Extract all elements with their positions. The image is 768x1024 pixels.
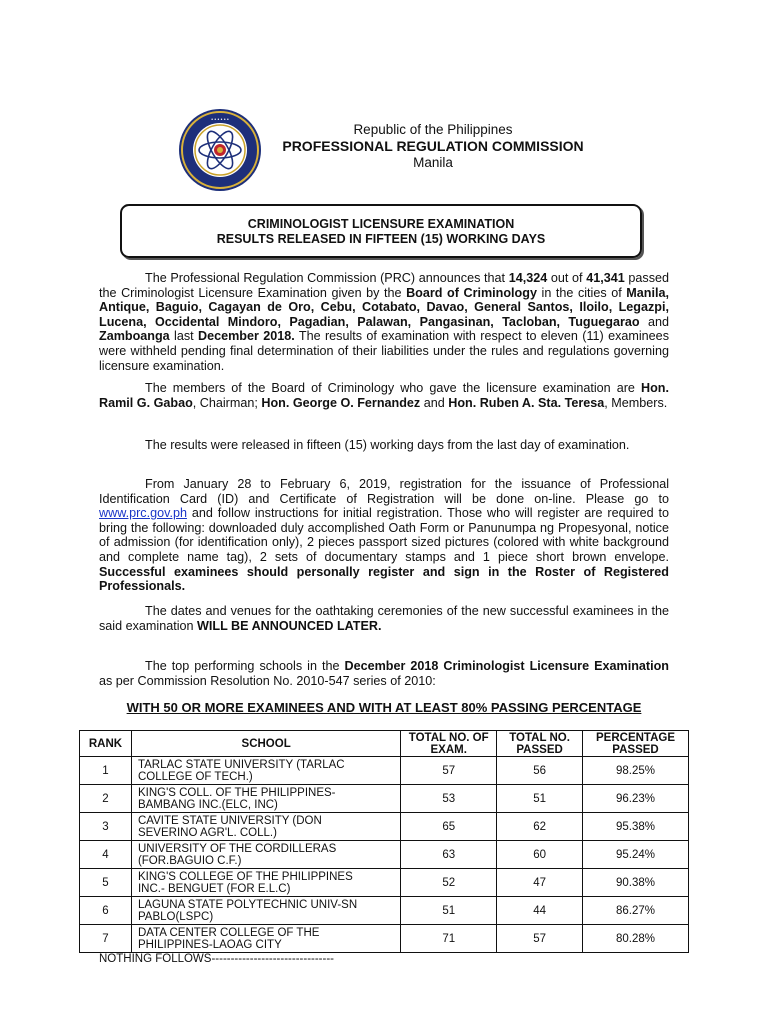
table-row: 4 UNIVERSITY OF THE CORDILLERAS (FOR.BAGUIO C.F.) 63 60 95.24%	[80, 841, 689, 869]
paragraph-top-schools: The top performing schools in the December 2018 Criminologist Licensure Examination as per Commission Resolution No. 2010-547 series of 2010:	[99, 659, 669, 688]
city-label: Manila	[413, 155, 453, 170]
header-percentage: PERCENTAGE PASSED	[583, 731, 689, 757]
title-line-1: CRIMINOLOGIST LICENSURE EXAMINATION	[247, 217, 515, 231]
passed-count: 14,324	[508, 271, 548, 285]
member-name: Hon. Ruben A. Sta. Teresa	[448, 395, 605, 410]
table-row: 7 DATA CENTER COLLEGE OF THE PHILIPPINES-LAOAG CITY 71 57 80.28%	[80, 925, 689, 953]
header-total-exam: TOTAL NO. OF EXAM.	[401, 731, 497, 757]
letterhead	[262, 122, 604, 171]
total-count: 41,341	[586, 271, 625, 285]
table-row: 6 LAGUNA STATE POLYTECHNIC UNIV-SN PABLO(LSPC) 51 44 86.27%	[80, 897, 689, 925]
nothing-follows-note: NOTHING FOLLOWS--------------------------------	[99, 953, 334, 965]
header-school: SCHOOL	[131, 731, 400, 757]
table-header-row	[80, 731, 689, 757]
board-name: Board of Criminology	[406, 285, 537, 300]
prc-website-link[interactable]: www.prc.gov.ph	[99, 506, 187, 521]
paragraph-oathtaking: The dates and venues for the oathtaking ceremonies of the new successful examinees in the said examination WILL BE ANNOUNCED LATER.	[99, 604, 669, 633]
member-name: Hon. George O. Fernandez	[261, 395, 421, 410]
paragraph-registration: From January 28 to February 6, 2019, registration for the issuance of Professional Identification Card (ID) and Certificate of Registration will be done on-line. Please go to www.prc.gov.ph and follow instructions for initial registration. Those who will register are required to bring the following: downloaded duly accomplished Oath Form or Panunumpa ng Propesyonal, notice of admission (for identification only), 2 pieces passport sized pictures (colored with white background and complete name tag), 2 sets of documentary stamps and 1 piece short brown envelope. Successful examinees should personally register and sign in the Roster of Registered Professionals.	[99, 477, 669, 594]
title-box	[120, 204, 642, 258]
exam-date: December 2018.	[198, 329, 295, 344]
paragraph-release: The results were released in fifteen (15) working days from the last day of examination.	[145, 438, 630, 452]
table-row: 5 KING'S COLLEGE OF THE PHILIPPINES INC.- BENGUET (FOR E.L.C) 52 47 90.38%	[80, 869, 689, 897]
section-heading: WITH 50 OR MORE EXAMINEES AND WITH AT LEAST 80% PASSING PERCENTAGE	[126, 700, 642, 715]
table-row: 3 CAVITE STATE UNIVERSITY (DON SEVERINO AGR'L. COLL.) 65 62 95.38%	[80, 813, 689, 841]
table-row: 1 TARLAC STATE UNIVERSITY (TARLAC COLLEGE OF TECH.) 57 56 98.25%	[80, 757, 689, 785]
header-total-passed: TOTAL NO. PASSED	[497, 731, 583, 757]
title-line-2: RESULTS RELEASED IN FIFTEEN (15) WORKING DAYS	[216, 232, 546, 246]
prc-seal-logo	[178, 108, 262, 192]
svg-text:• • • • • •: • • • • • •	[211, 117, 229, 123]
chairman-name: Hon. Ramil G. Gabao	[99, 381, 669, 410]
paragraph-board-members: The members of the Board of Criminology who gave the licensure examination are Hon. Ramil G. Gabao, Chairman; Hon. George O. Fernandez and Hon. Ruben A. Sta. Teresa, Members.	[99, 381, 669, 410]
paragraph-announcement: The Professional Regulation Commission (PRC) announces that 14,324 out of 41,341 passed the Criminologist Licensure Examination given by the Board of Criminology in the cities of Manila, Antique, Baguio, Cagayan de Oro, Cebu, Cotabato, Davao, General Santos, Iloilo, Legazpi, Lucena, Occidental Mindoro, Pagadian, Palawan, Pangasinan, Tacloban, Tuguegarao and Zamboanga last December 2018. The results of examination with respect to eleven (11) examinees were withheld pending final determination of their liabilities under the rules and regulations governing licensure examination.	[99, 271, 670, 373]
republic-label: Republic of the Philippines	[353, 122, 513, 137]
table-row: 2 KING'S COLL. OF THE PHILIPPINES- BAMBANG INC.(ELC, INC) 53 51 96.23%	[80, 785, 689, 813]
city-list: Manila, Antique, Baguio, Cagayan de Oro, Cebu, Cotabato, Davao, General Santos, Iloilo, Legazpi, Lucena, Occidental Mindoro, Pagadian, Palawan, Pangasinan, Tacloban, Tuguegarao	[99, 285, 669, 329]
commission-name: PROFESSIONAL REGULATION COMMISSION	[282, 138, 584, 154]
top-schools-table	[79, 730, 689, 953]
header-rank: RANK	[80, 731, 132, 757]
